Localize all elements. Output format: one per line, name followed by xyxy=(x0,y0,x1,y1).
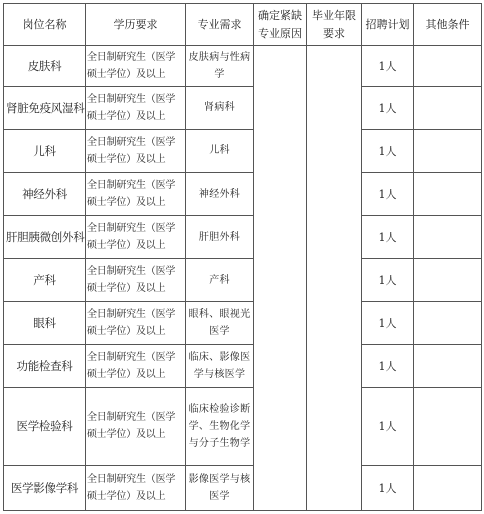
table-header-row xyxy=(4,4,482,46)
table-row xyxy=(4,259,482,302)
other-cell xyxy=(414,129,482,172)
major-cell: 皮肤病与性病学 xyxy=(186,46,254,87)
table-row xyxy=(4,129,482,172)
position-cell: 神经外科 xyxy=(4,173,86,216)
header-major: 专业需求 xyxy=(186,4,254,46)
position-cell: 医学影像学科 xyxy=(4,465,86,510)
table-row xyxy=(4,216,482,259)
header-count: 招聘计划 xyxy=(362,4,414,46)
header-position: 岗位名称 xyxy=(4,4,86,46)
table-row xyxy=(4,345,482,388)
education-cell: 全日制研究生（医学硕士学位）及以上 xyxy=(86,129,186,172)
header-education: 学历要求 xyxy=(86,4,186,46)
other-cell xyxy=(414,173,482,216)
position-cell: 肾脏免疫风湿科 xyxy=(4,86,86,129)
education-cell: 全日制研究生（医学硕士学位）及以上 xyxy=(86,173,186,216)
table-row xyxy=(4,302,482,345)
position-cell: 肝胆胰微创外科 xyxy=(4,216,86,259)
grad-year-cell xyxy=(307,46,362,511)
table-body xyxy=(4,46,482,511)
other-cell xyxy=(414,259,482,302)
recruitment-table xyxy=(3,3,482,511)
count-cell: 1人 xyxy=(362,388,414,466)
position-cell: 儿科 xyxy=(4,129,86,172)
header-other: 其他条件 xyxy=(414,4,482,46)
table-row xyxy=(4,86,482,129)
major-cell: 临床、影像医学与核医学 xyxy=(186,345,254,388)
major-cell: 眼科、眼视光医学 xyxy=(186,302,254,345)
education-cell: 全日制研究生（医学硕士学位）及以上 xyxy=(86,345,186,388)
education-cell: 全日制研究生（医学硕士学位）及以上 xyxy=(86,302,186,345)
count-cell: 1人 xyxy=(362,345,414,388)
position-cell: 功能检查科 xyxy=(4,345,86,388)
table-row xyxy=(4,173,482,216)
table-row xyxy=(4,46,482,87)
major-cell: 肝胆外科 xyxy=(186,216,254,259)
other-cell xyxy=(414,216,482,259)
major-cell: 临床检验诊断学、生物化学与分子生物学 xyxy=(186,388,254,466)
other-cell xyxy=(414,302,482,345)
count-cell: 1人 xyxy=(362,173,414,216)
other-cell xyxy=(414,388,482,466)
education-cell: 全日制研究生（医学硕士学位）及以上 xyxy=(86,465,186,510)
header-grad-year: 毕业年限要求 xyxy=(307,4,362,46)
count-cell: 1人 xyxy=(362,465,414,510)
count-cell: 1人 xyxy=(362,259,414,302)
education-cell: 全日制研究生（医学硕士学位）及以上 xyxy=(86,259,186,302)
table-row xyxy=(4,388,482,466)
header-reason: 确定紧缺专业原因 xyxy=(254,4,307,46)
major-cell: 产科 xyxy=(186,259,254,302)
table-row xyxy=(4,465,482,510)
other-cell xyxy=(414,46,482,87)
count-cell: 1人 xyxy=(362,216,414,259)
position-cell: 眼科 xyxy=(4,302,86,345)
count-cell: 1人 xyxy=(362,86,414,129)
position-cell: 皮肤科 xyxy=(4,46,86,87)
education-cell: 全日制研究生（医学硕士学位）及以上 xyxy=(86,86,186,129)
education-cell: 全日制研究生（医学硕士学位）及以上 xyxy=(86,216,186,259)
major-cell: 神经外科 xyxy=(186,173,254,216)
major-cell: 影像医学与核医学 xyxy=(186,465,254,510)
major-cell: 儿科 xyxy=(186,129,254,172)
position-cell: 产科 xyxy=(4,259,86,302)
education-cell: 全日制研究生（医学硕士学位）及以上 xyxy=(86,46,186,87)
other-cell xyxy=(414,465,482,510)
count-cell: 1人 xyxy=(362,302,414,345)
count-cell: 1人 xyxy=(362,46,414,87)
other-cell xyxy=(414,86,482,129)
major-cell: 肾病科 xyxy=(186,86,254,129)
count-cell: 1人 xyxy=(362,129,414,172)
reason-cell xyxy=(254,46,307,511)
position-cell: 医学检验科 xyxy=(4,388,86,466)
other-cell xyxy=(414,345,482,388)
education-cell: 全日制研究生（医学硕士学位）及以上 xyxy=(86,388,186,466)
